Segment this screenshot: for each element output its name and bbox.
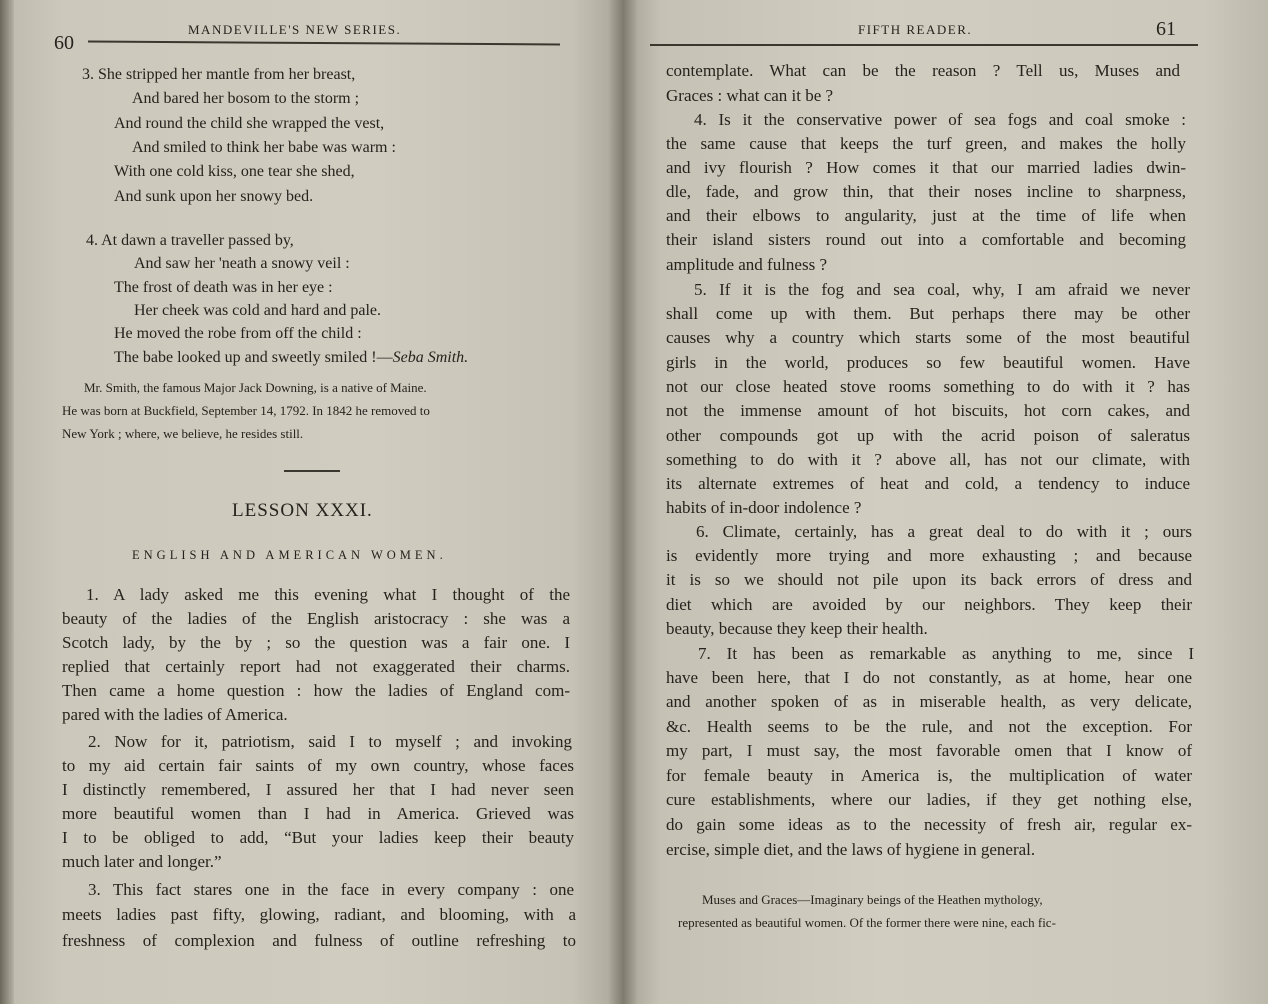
poem-attribution: Seba Smith. — [392, 349, 469, 366]
body-line: more beautiful women than I had in America. Grieved was — [62, 804, 574, 823]
body-line: ercise, simple diet, and the laws of hygiene in general. — [666, 840, 1036, 859]
poem-line: Her cheek was cold and hard and pale. — [134, 302, 381, 319]
body-line: 4. Is it the conservative power of sea fogs and coal smoke : — [694, 110, 1186, 129]
note-line: Mr. Smith, the famous Major Jack Downing, is a native of Maine. — [84, 380, 427, 395]
poem-line: And smiled to think her babe was warm : — [132, 139, 396, 156]
lesson-subtitle: ENGLISH AND AMERICAN WOMEN. — [132, 548, 447, 562]
poem-line: 3. She stripped her mantle from her breast, — [82, 66, 356, 83]
body-line: dle, fade, and grow thin, that their noses incline to sharpness, — [666, 182, 1186, 201]
body-line: is evidently more trying and more exhausting ; and because — [666, 546, 1192, 565]
body-line: beauty, because they keep their health. — [666, 619, 928, 638]
body-line: I distinctly remembered, I assured her that I had never seen — [62, 780, 574, 799]
section-divider — [284, 470, 340, 472]
header-rule — [88, 41, 560, 46]
body-line: 2. Now for it, patriotism, said I to myself ; and invoking — [88, 732, 572, 751]
page-edge — [0, 0, 14, 1004]
body-line: its alternate extremes of heat and cold, a tendency to induce — [666, 474, 1190, 493]
footnote-line: Muses and Graces—Imaginary beings of the Heathen mythology, — [702, 892, 1043, 907]
body-line: Then came a home question : how the ladies of England com- — [62, 681, 570, 700]
lesson-title: LESSON XXXI. — [232, 500, 373, 521]
body-line: girls in the world, produces so few beautiful women. Have — [666, 353, 1190, 372]
running-head: FIFTH READER. — [858, 22, 973, 37]
body-line: not our close heated stove rooms something to do with it ? has — [666, 377, 1190, 396]
running-head: MANDEVILLE'S NEW SERIES. — [188, 22, 402, 37]
poem-line: And saw her 'neath a snowy veil : — [134, 255, 350, 272]
left-page — [0, 0, 622, 1004]
body-line: and another spoken of as in miserable health, as very delicate, — [666, 692, 1192, 711]
poem-line: And sunk upon her snowy bed. — [114, 188, 314, 205]
body-line: do gain some ideas as to the necessity of fresh air, regular ex- — [666, 815, 1192, 834]
body-line: &c. Health seems to be the rule, and not the exception. For — [666, 717, 1192, 736]
body-line: 6. Climate, certainly, has a great deal to do with it ; ours — [696, 522, 1192, 541]
poem-line: And round the child she wrapped the vest, — [114, 115, 385, 132]
body-line: pared with the ladies of America. — [62, 705, 288, 724]
body-line: my part, I must say, the most favorable omen that I know of — [666, 741, 1192, 760]
body-line: 3. This fact stares one in the face in every company : one — [88, 880, 574, 899]
page-number: 61 — [1156, 18, 1176, 40]
body-line: the same cause that keeps the turf green, and makes the holly — [666, 134, 1186, 153]
body-line: other compounds got up with the acrid poison of saleratus — [666, 426, 1190, 445]
body-line: it is so we should not pile upon its back errors of dress and — [666, 570, 1192, 589]
body-line: beauty of the ladies of the English aristocracy : she was a — [62, 609, 570, 628]
body-line: I to be obliged to add, “But your ladies keep their beauty — [62, 828, 574, 847]
body-line: shall come up with them. But perhaps there may be other — [666, 304, 1190, 323]
poem-line: 4. At dawn a traveller passed by, — [86, 232, 294, 249]
body-line: for female beauty in America is, the multiplication of water — [666, 766, 1192, 785]
body-line: amplitude and fulness ? — [666, 255, 827, 274]
body-line: contemplate. What can be the reason ? Tell us, Muses and — [666, 61, 1180, 80]
body-line: their island sisters round out into a comfortable and becoming — [666, 230, 1186, 249]
note-line: He was born at Buckfield, September 14, 1792. In 1842 he removed to — [62, 403, 430, 418]
book-gutter — [608, 0, 638, 1004]
poem-line: He moved the robe from off the child : — [114, 325, 362, 342]
body-line: much later and longer.” — [62, 852, 222, 871]
body-line: not the immense amount of hot biscuits, hot corn cakes, and — [666, 401, 1190, 420]
body-line: something to do with it ? above all, has not our climate, with — [666, 450, 1190, 469]
body-line: 7. It has been as remarkable as anything to me, since I — [698, 644, 1194, 663]
body-line: cure establishments, where our ladies, if they get nothing else, — [666, 790, 1192, 809]
body-line: habits of in-door indolence ? — [666, 498, 862, 517]
footnote-line: represented as beautiful women. Of the former there were nine, each fic- — [678, 915, 1056, 930]
body-line: meets ladies past fifty, glowing, radiant, and blooming, with a — [62, 905, 576, 924]
poem-line: And bared her bosom to the storm ; — [132, 90, 360, 107]
body-line: replied that certainly report had not exaggerated their charms. — [62, 657, 570, 676]
body-line: 1. A lady asked me this evening what I thought of the — [86, 585, 570, 604]
body-line: causes why a country which starts some of the most beautiful — [666, 328, 1190, 347]
poem-last-line — [114, 347, 468, 369]
body-line: freshness of complexion and fulness of outline refreshing to — [62, 931, 576, 950]
poem-line: The frost of death was in her eye : — [114, 279, 333, 296]
body-line: diet which are avoided by our neighbors. They keep their — [666, 595, 1192, 614]
poem-line: With one cold kiss, one tear she shed, — [114, 163, 355, 180]
page-number: 60 — [54, 32, 74, 54]
body-line: have been here, that I do not constantly, as at home, hear one — [666, 668, 1192, 687]
body-line: and their elbows to angularity, just at the time of life when — [666, 206, 1186, 225]
body-line: to my aid certain fair saints of my own country, whose faces — [62, 756, 574, 775]
poem-line: The babe looked up and sweetly smiled !— — [114, 349, 393, 366]
body-line: Graces : what can it be ? — [666, 86, 834, 105]
body-line: 5. If it is the fog and sea coal, why, I am afraid we never — [694, 280, 1190, 299]
header-rule — [650, 44, 1198, 46]
body-line: and ivy flourish ? How comes it that our married ladies dwin- — [666, 158, 1186, 177]
note-line: New York ; where, we believe, he resides still. — [62, 426, 304, 441]
body-line: Scotch lady, by the by ; so the question was a fair one. I — [62, 633, 570, 652]
